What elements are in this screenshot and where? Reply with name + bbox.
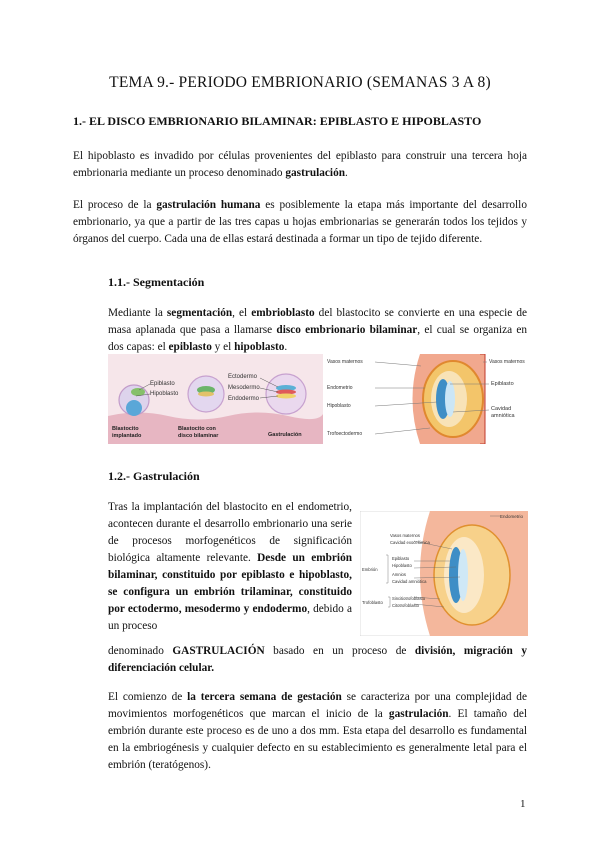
caption-blastocito-2: implantado — [112, 433, 142, 439]
label-epiblasto: Epiblasto — [150, 381, 175, 387]
implantation-detail-figure — [325, 354, 530, 444]
label-embrion: Embrión — [362, 567, 378, 572]
label-hipoblasto-right: Hipoblasto — [327, 403, 351, 409]
label-ectodermo: Ectodermo — [228, 374, 258, 380]
paragraph-gastrulacion-humana: El proceso de la gastrulación humana es posiblemente la etapa más importante del desarrollo embrionario, ya que a partir de las tres capas u hojas embrionarias se generarán todos los tejidos y órganos del cuerpo. Cada una de ellas estará destinada a formar un tipo de tejido diferente. — [73, 199, 527, 245]
label-hipoblasto: Hipoblasto — [150, 391, 179, 397]
label-hipoblasto-2: Hipoblasto — [392, 563, 412, 568]
blastocyst-stages-figure — [108, 354, 323, 444]
label-trofoblasto: Trofoblasto — [362, 600, 383, 605]
section-heading-1: 1.- EL DISCO EMBRIONARIO BILAMINAR: EPIBLASTO E HIPOBLASTO — [73, 114, 482, 128]
paragraph-segmentacion: Mediante la segmentación, el embrioblasto del blastocito se convierte en una especie de masa aplanada que pasa a llamarse disco embrionario bilaminar, el cual se organiza en dos capas: el epiblasto y el hipoblasto. — [108, 307, 527, 353]
section-heading-gastrulacion: 1.2.- Gastrulación — [108, 469, 200, 483]
gastrulation-detail-figure — [360, 511, 528, 636]
label-sincitiotrofoblasto: Sincitiotrofoblasto — [392, 596, 426, 601]
label-cavidad: Cavidad — [491, 406, 512, 412]
label-vasos-maternos-left: Vasos maternos — [327, 359, 363, 365]
label-citotrofoblasto: Citotrofoblasto — [392, 603, 419, 608]
caption-disco-2: disco bilaminar — [178, 433, 219, 439]
label-endodermo: Endodermo — [228, 396, 260, 402]
label-cavidad-amniotica-2: Cavidad amniótica — [392, 579, 427, 584]
label-cavidad-exocelomica: Cavidad exocelómica — [390, 540, 430, 545]
blastocyst-cavity-shape — [126, 400, 142, 416]
caption-blastocito-1: Blastocito — [112, 426, 139, 432]
caption-disco-1: Blastocito con — [178, 426, 216, 432]
document-title: TEMA 9.- PERIODO EMBRIONARIO (SEMANAS 3 A 8) — [109, 74, 491, 91]
label-trofoectodermo: Trofoectodermo — [327, 431, 363, 437]
label-vasos-maternos-right: Vasos maternos — [489, 359, 525, 365]
paragraph-gastrulacion-intro: Tras la implantación del blastocito en el endometrio, acontecen durante el desarrollo embrionario una serie de procesos morfogenéticos de significación biológica altamente relevante. Desde un embrión bilaminar, constituido por epiblasto e hipoblasto, se configura un embrión trilaminar, constituido por ectodermo, mesodermo y endodermo, debido a un proceso — [108, 501, 353, 632]
label-amnios: Amnios — [392, 572, 406, 577]
label-epiblasto-2: Epiblasto — [392, 556, 410, 561]
label-vasos-2: Vasos maternos — [390, 533, 420, 538]
caption-gastrulacion: Gastrulación — [268, 432, 302, 438]
label-amniotica: amniótica — [491, 413, 515, 419]
label-endometrio: Endometrio — [327, 385, 353, 391]
section-heading-segmentacion: 1.1.- Segmentación — [108, 275, 205, 289]
label-endometrio-2: Endometrio — [500, 514, 524, 519]
paragraph-hipoblasto: El hipoblasto es invadido por células provenientes del epiblasto para construir una tercera hoja embrionaria mediante un proceso denominado gastrulación. — [73, 150, 527, 179]
page-number: 1 — [520, 798, 526, 810]
paragraph-gastrulacion-continued: denominado GASTRULACIÓN basado en un proceso de división, migración y diferenciación celular. — [108, 645, 527, 674]
label-epiblasto-right: Epiblasto — [491, 381, 514, 387]
paragraph-tercera-semana: El comienzo de la tercera semana de gestación se caracteriza por una complejidad de movimientos morfogenéticos que marcan el inicio de la gastrulación. El tamaño del embrión durante este proceso es de uno a dos mm. Esta etapa del desarrollo es fundamental en la embriogénesis y cualquier defecto en su establecimiento es generalmente letal para el embrión (teratógenos). — [108, 691, 527, 771]
label-mesodermo: Mesodermo — [228, 385, 260, 391]
